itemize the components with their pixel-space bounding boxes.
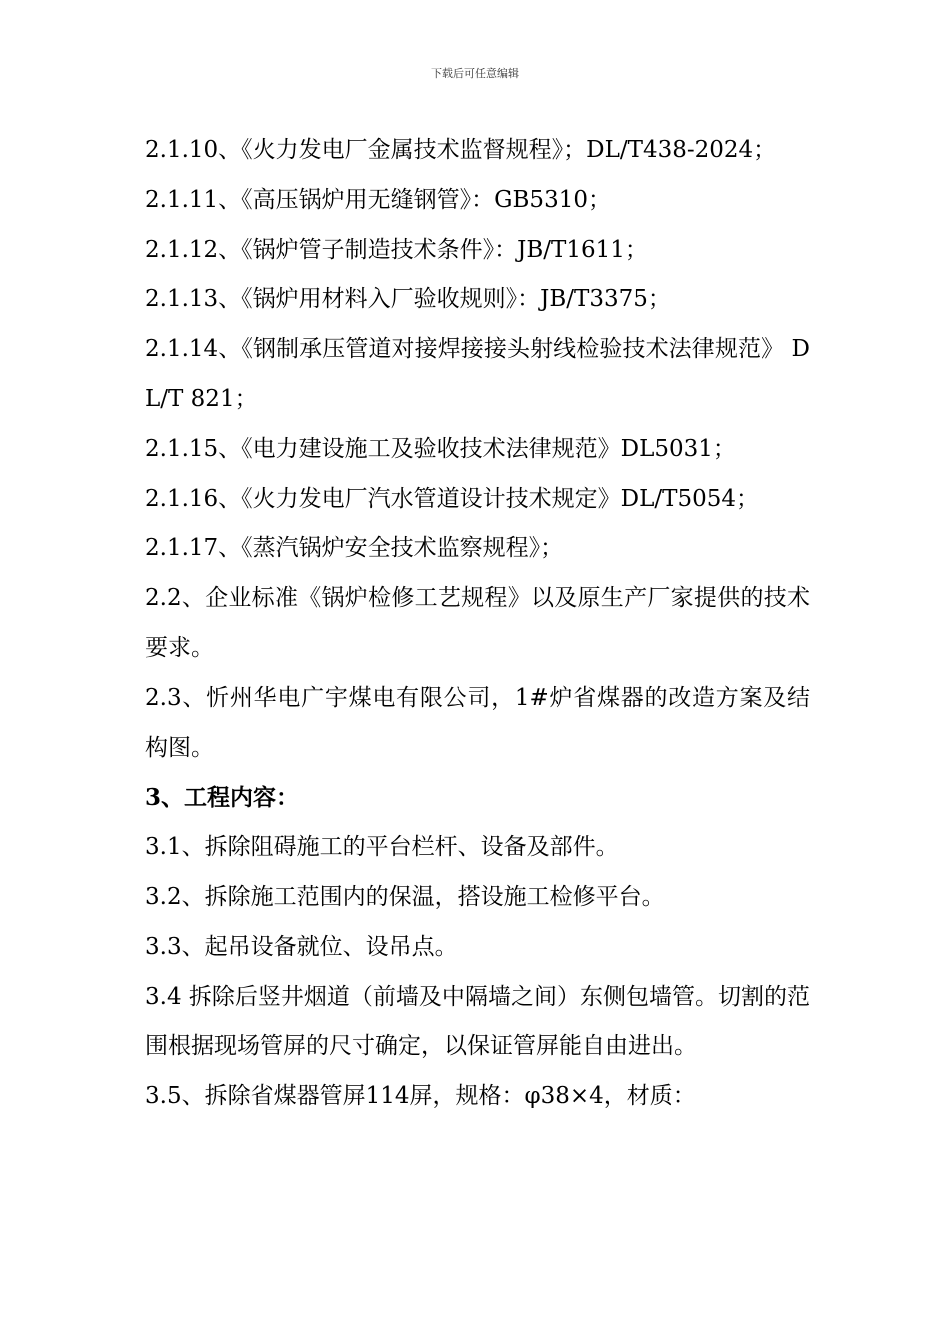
paragraph-3-3: 3.3、起吊设备就位、设吊点。 — [145, 933, 458, 960]
paragraph-2-1-17: 2.1.17、《蒸汽锅炉安全技术监察规程》； — [145, 535, 564, 562]
paragraph-2-1-12: 2.1.12、《锅炉管子制造技术条件》：JB/T1611； — [145, 236, 648, 263]
paragraph-2-3: 2.3、忻州华电广宇煤电有限公司，1#炉省煤器的改造方案及结构图。 — [145, 684, 810, 761]
paragraph-2-2: 2.2、企业标准《锅炉检修工艺规程》以及原生产厂家提供的技术要求。 — [145, 585, 810, 661]
paragraph-2-1-14: 2.1.14、《钢制承压管道对接焊接接头射线检验技术法律规范》 DL/T 821； — [145, 336, 810, 412]
paragraph-3-4: 3.4 拆除后竖井烟道（前墙及中隔墙之间）东侧包墙管。切割的范围根据现场管屏的尺寸确定，以保证管屏能自由进出。 — [145, 983, 810, 1060]
document-body — [145, 126, 810, 1122]
paragraph-3-1: 3.1、拆除阻碍施工的平台栏杆、设备及部件。 — [145, 834, 619, 861]
paragraph-3-2: 3.2、拆除施工范围内的保温，搭设施工检修平台。 — [145, 883, 665, 910]
paragraph-2-1-11: 2.1.11、《高压锅炉用无缝钢管》：GB5310； — [145, 186, 611, 213]
section-heading-3: 3、工程内容： — [145, 784, 300, 812]
page-header: 下载后可任意编辑 — [431, 67, 519, 80]
paragraph-2-1-15: 2.1.15、《电力建设施工及验收技术法律规范》DL5031； — [145, 435, 736, 462]
paragraph-3-5: 3.5、拆除省煤器管屏114屏，规格：φ38×4，材质： — [145, 1083, 696, 1110]
paragraph-2-1-13: 2.1.13、《锅炉用材料入厂验收规则》：JB/T3375； — [145, 286, 671, 313]
paragraph-2-1-16: 2.1.16、《火力发电厂汽水管道设计技术规定》DL/T5054； — [145, 485, 759, 512]
paragraph-2-1-10: 2.1.10、《火力发电厂金属技术监督规程》；DL/T438-2024； — [145, 137, 777, 163]
